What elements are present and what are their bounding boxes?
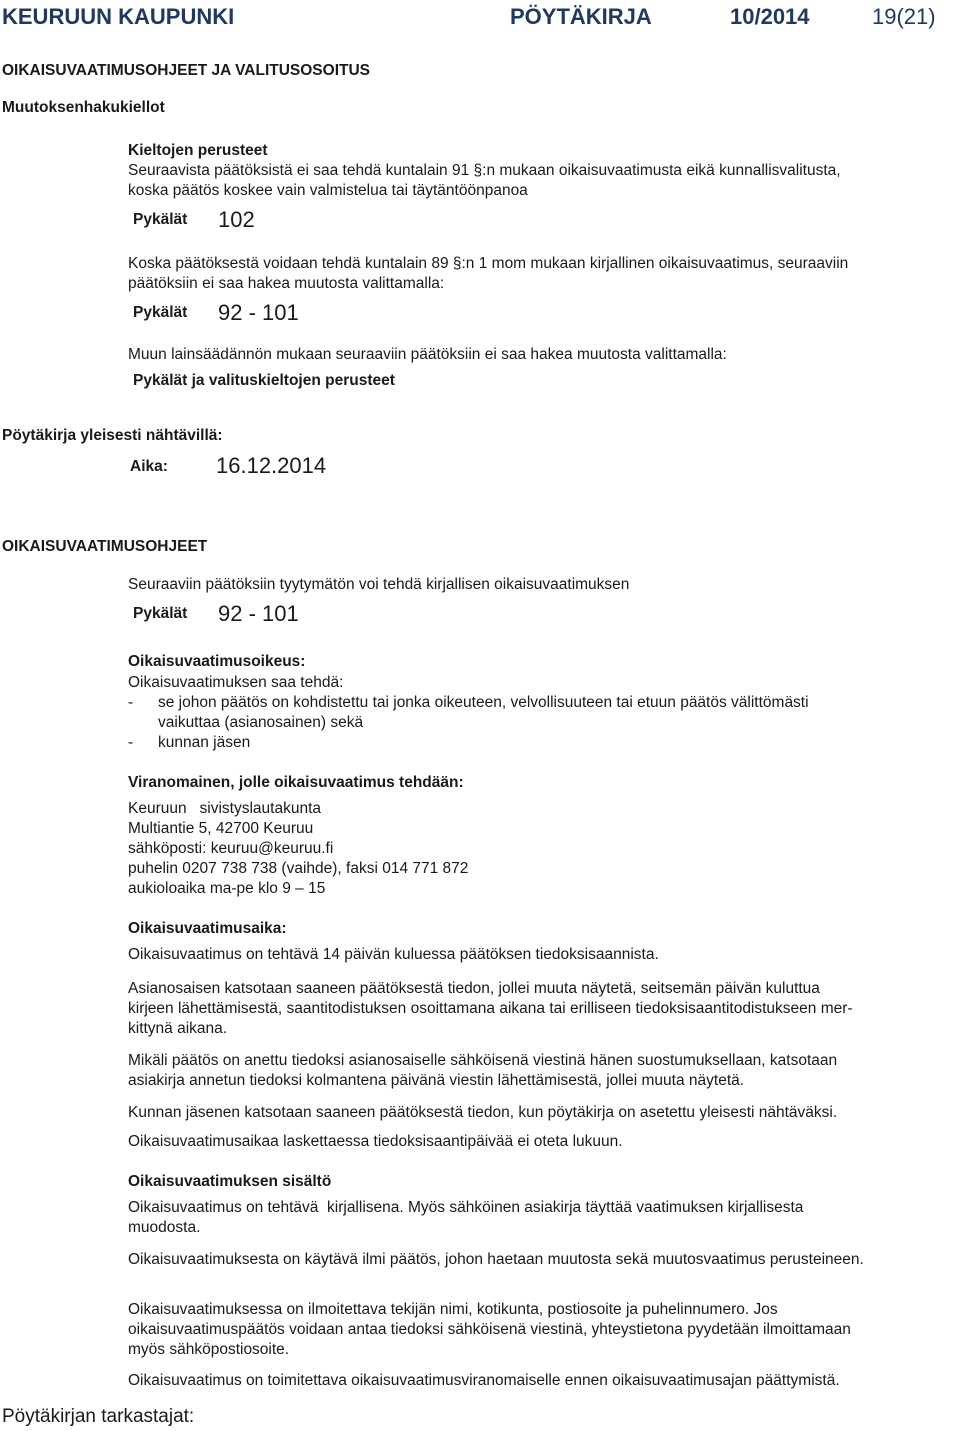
document-type: PÖYTÄKIRJA	[510, 4, 652, 29]
paragraph: Kunnan jäsenen katsotaan saaneen päätöksestä tiedon, kun pöytäkirja on asetettu yleisesti nähtäväksi.	[128, 1104, 838, 1121]
muun-lainsaadannon-text: Muun lainsäädännön mukaan seuraaviin päätöksiin ei saa hakea muutosta valittamalla:	[128, 346, 727, 363]
kieltojen-text-line: koska päätös koskee vain valmistelua tai täytäntöönpanoa	[128, 182, 528, 199]
pykalat-value: 92 - 101	[218, 601, 299, 626]
pykalat-label: Pykälät	[133, 211, 188, 228]
page-number: 19(21)	[872, 4, 936, 29]
paragraph-line: Oikaisuvaatimus on tehtävä kirjallisena. Myös sähköinen asiakirja täyttää vaatimuksen kirjallisesta	[128, 1199, 804, 1216]
koska-text-line: päätöksiin ei saa hakea muutosta valittamalla:	[128, 275, 445, 292]
paragraph: Oikaisuvaatimuksesta on käytävä ilmi päätös, johon haetaan muutosta sekä muutosvaatimus perusteineen.	[128, 1251, 864, 1268]
list-bullet: -	[128, 694, 134, 711]
sisalto-heading: Oikaisuvaatimuksen sisältö	[128, 1173, 332, 1190]
list-item: se johon päätös on kohdistettu tai jonka oikeuteen, velvollisuuteen tai etuun päätös välittömästi	[158, 694, 809, 711]
viranomainen-name: Keuruun sivistyslautakunta	[128, 800, 321, 817]
oikeus-heading: Oikaisuvaatimusoikeus:	[128, 653, 306, 670]
section-heading-muutoksenhakukiellot: Muutoksenhakukiellot	[2, 99, 165, 116]
paragraph-line: kirjeen lähettämisestä, saantitodistuksen osoittamana aikana tai erilliseen tiedoksisaantitodistukseen mer-	[128, 1000, 853, 1017]
koska-text-line: Koska päätöksestä voidaan tehdä kuntalain 89 §:n 1 mom mukaan kirjallinen oikaisuvaatimus, seuraaviin	[128, 255, 849, 272]
list-item-continuation: vaikuttaa (asianosainen) sekä	[158, 714, 364, 731]
paragraph-line: asiakirja annetun tiedoksi kolmantena päivänä viestin lähettämisestä, jollei muuta näytetä.	[128, 1072, 745, 1089]
pykalat-label: Pykälät	[133, 304, 188, 321]
section-heading-ohjeet: OIKAISUVAATIMUSOHJEET	[2, 538, 208, 555]
viranomainen-phone: puhelin 0207 738 738 (vaihde), faksi 014 771 872	[128, 860, 469, 877]
aika-value: 16.12.2014	[216, 453, 327, 478]
viranomainen-address: Multiantie 5, 42700 Keuruu	[128, 820, 314, 837]
paragraph-line: kittynä aikana.	[128, 1020, 228, 1037]
pykalat-label: Pykälät	[133, 605, 188, 622]
paragraph-line: muodosta.	[128, 1219, 201, 1236]
list-item: kunnan jäsen	[158, 734, 251, 751]
viranomainen-email: sähköposti: keuruu@keuruu.fi	[128, 840, 334, 857]
document-number: 10/2014	[730, 4, 810, 29]
viranomainen-heading: Viranomainen, jolle oikaisuvaatimus tehdään:	[128, 774, 464, 791]
pykalat-value: 92 - 101	[218, 300, 299, 325]
paragraph: Oikaisuvaatimus on tehtävä 14 päivän kuluessa päätöksen tiedoksisaannista.	[128, 946, 659, 963]
org-name: KEURUUN KAUPUNKI	[2, 4, 235, 29]
paragraph: Oikaisuvaatimusaikaa laskettaessa tiedoksisaantipäivää ei oteta lukuun.	[128, 1133, 623, 1150]
paragraph-line: Oikaisuvaatimuksessa on ilmoitettava tekijän nimi, kotikunta, postiosoite ja puhelinnumero. Jos	[128, 1301, 778, 1318]
pykalat-value: 102	[218, 207, 255, 232]
nahtavilla-heading: Pöytäkirja yleisesti nähtävillä:	[2, 427, 223, 444]
aika-label: Aika:	[130, 458, 168, 475]
list-bullet: -	[128, 734, 134, 751]
oikeus-intro: Oikaisuvaatimuksen saa tehdä:	[128, 674, 344, 691]
ohjeet-intro: Seuraaviin päätöksiin tyytymätön voi tehdä kirjallisen oikaisuvaatimuksen	[128, 576, 630, 593]
paragraph-line: Mikäli päätös on anettu tiedoksi asianosaiselle sähköisenä viestinä hänen suostumuksellaan, katsotaan	[128, 1052, 838, 1069]
pykalat-perusteet-label: Pykälät ja valituskieltojen perusteet	[133, 372, 395, 389]
document-title: OIKAISUVAATIMUSOHJEET JA VALITUSOSOITUS	[2, 62, 371, 79]
tarkastajat-label: Pöytäkirjan tarkastajat:	[2, 1406, 195, 1427]
paragraph-line: myös sähköpostiosoite.	[128, 1341, 290, 1358]
viranomainen-hours: aukioloaika ma-pe klo 9 – 15	[128, 880, 326, 897]
paragraph-line: Asianosaisen katsotaan saaneen päätöksestä tiedon, jollei muuta näytetä, seitsemän päivän kuluttua	[128, 980, 820, 997]
aika-heading: Oikaisuvaatimusaika:	[128, 920, 287, 937]
kieltojen-heading: Kieltojen perusteet	[128, 142, 268, 159]
paragraph: Oikaisuvaatimus on toimitettava oikaisuvaatimusviranomaiselle ennen oikaisuvaatimusajan päättymistä.	[128, 1372, 840, 1389]
paragraph-line: oikaisuvaatimuspäätös voidaan antaa tiedoksi sähköisenä viestinä, yhteystietona pyydetään ilmoittamaan	[128, 1321, 851, 1338]
kieltojen-text-line: Seuraavista päätöksistä ei saa tehdä kuntalain 91 §:n mukaan oikaisuvaatimusta eikä kunnallisvalitusta,	[128, 162, 841, 179]
